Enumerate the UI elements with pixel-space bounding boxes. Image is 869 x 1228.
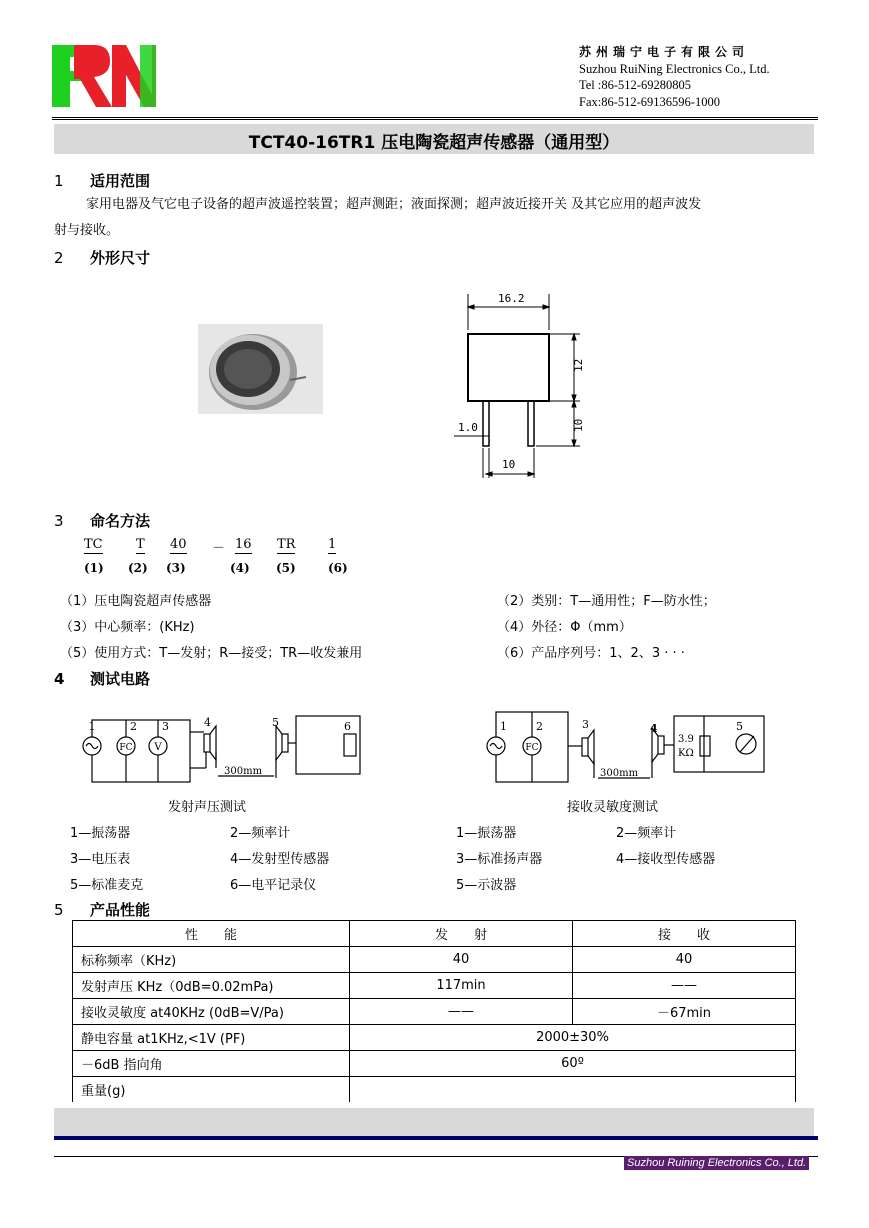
- footer-band: [54, 1108, 814, 1136]
- code-index: (2): [128, 561, 148, 575]
- table-cell: [350, 1077, 796, 1103]
- company-logo: [52, 45, 156, 107]
- company-fax: Fax:86-512-69136596-1000: [579, 94, 720, 109]
- table-header-row: [73, 921, 796, 947]
- table-header: 接 收: [573, 921, 796, 947]
- table-cell: 40: [350, 947, 573, 973]
- tx-caption: 发射声压测试: [168, 800, 247, 815]
- table-cell: 60º: [350, 1051, 796, 1077]
- section-number: 5: [54, 901, 64, 919]
- rx-fc: FC: [525, 743, 539, 753]
- section-number: 2: [54, 249, 64, 267]
- spec-table: [72, 920, 796, 1102]
- naming-desc-1: （1）压电陶瓷超声传感器: [60, 594, 212, 609]
- footer-company: Suzhou Ruining Electronics Co., Ltd.: [624, 1156, 809, 1170]
- table-header: 性 能: [73, 921, 350, 947]
- naming-desc-3: （3）中心频率：(KHz): [60, 620, 195, 635]
- rx-label-1: 1: [500, 720, 507, 733]
- tx-legend-item: 2—频率计: [230, 826, 291, 841]
- page-title: TCT40-16TR1 压电陶瓷超声传感器（通用型）: [248, 133, 620, 153]
- naming-desc-4: （4）外径：Φ（mm）: [497, 620, 632, 635]
- code-index: (5): [276, 561, 296, 575]
- code-index: (1): [84, 561, 104, 575]
- rx-label-3: 3: [582, 718, 589, 731]
- product-photo: [198, 324, 323, 414]
- naming-desc-2: （2）类别：T—通用性；F—防水性；: [497, 594, 716, 609]
- rx-legend-item: 1—振荡器: [456, 826, 517, 841]
- table-cell: ——: [350, 999, 573, 1025]
- company-info: [579, 44, 819, 110]
- rx-label-2: 2: [536, 720, 543, 733]
- section-number: 1: [54, 172, 64, 190]
- code-part-4: 16: [235, 537, 252, 552]
- rx-distance: 300mm: [600, 768, 639, 779]
- company-tel: Tel :86-512-69280805: [579, 78, 691, 92]
- tx-legend-item: 3—电压表: [70, 852, 131, 867]
- table-row: [73, 947, 796, 973]
- table-row: [73, 999, 796, 1025]
- table-row: [73, 1077, 796, 1103]
- section-1-heading: [54, 170, 150, 191]
- tx-test-circuit: [78, 708, 378, 788]
- code-part-6: 1: [328, 537, 337, 552]
- code-index: (3): [166, 561, 186, 575]
- rx-label-4: 4: [650, 722, 658, 735]
- code-index: (6): [328, 561, 348, 575]
- table-cell: 标称频率（KHz): [73, 947, 350, 973]
- tx-label-6: 6: [344, 720, 351, 733]
- dim-lead-dia: 1.0: [458, 421, 478, 434]
- table-cell: －6dB 指向角: [73, 1051, 350, 1077]
- sensor-image: [198, 324, 323, 414]
- dim-lead-length: 10: [572, 418, 585, 432]
- table-cell: 重量(g): [73, 1077, 350, 1103]
- tx-legend-item: 5—标准麦克: [70, 878, 144, 893]
- tx-legend-item: 4—发射型传感器: [230, 852, 330, 867]
- dim-width: 16.2: [498, 292, 525, 305]
- table-row: [73, 973, 796, 999]
- rx-label-5: 5: [736, 720, 743, 733]
- section-number: 3: [54, 512, 64, 530]
- tx-label-4: 4: [204, 716, 211, 729]
- rx-legend-item: 5—示波器: [456, 878, 517, 893]
- dim-pitch: 10: [502, 458, 516, 471]
- company-name-en: Suzhou RuiNing Electronics Co., Ltd.: [579, 61, 770, 76]
- rx-caption: 接收灵敏度测试: [567, 800, 659, 815]
- rx-legend-item: 3—标准扬声器: [456, 852, 543, 867]
- dim-height: 12: [572, 358, 585, 372]
- naming-code: [80, 537, 380, 581]
- table-cell: ——: [573, 973, 796, 999]
- table-cell: 117min: [350, 973, 573, 999]
- code-part-2: T: [136, 537, 145, 552]
- section-1-text-line2: 射与接收。: [54, 223, 120, 238]
- section-title: 适用范围: [90, 172, 151, 190]
- table-cell: －67min: [573, 999, 796, 1025]
- tx-distance: 300mm: [224, 766, 263, 777]
- rx-legend-item: 2—频率计: [616, 826, 677, 841]
- tx-label-5: 5: [272, 716, 279, 729]
- section-3-heading: [54, 510, 150, 531]
- code-part-1: TC: [84, 537, 103, 552]
- tx-legend-item: 1—振荡器: [70, 826, 131, 841]
- tx-label-2: 2: [130, 720, 137, 733]
- code-dash: －: [212, 541, 226, 556]
- tx-v: V: [154, 742, 162, 753]
- rx-resistor-unit: KΩ: [678, 748, 694, 759]
- table-cell: 接收灵敏度 at40KHz (0dB=V/Pa): [73, 999, 350, 1025]
- section-number: 4: [54, 670, 65, 688]
- table-cell: 静电容量 at1KHz,<1V (PF): [73, 1025, 350, 1051]
- footer-rule: [54, 1136, 818, 1140]
- header-rule: [52, 117, 818, 121]
- section-1-text-line1: 家用电器及气它电子设备的超声波遥控装置；超声测距；液面探测；超声波近接开关 及其它应用的超声波发: [86, 197, 702, 212]
- section-4-heading: [54, 668, 150, 689]
- tx-legend-item: 6—电平记录仪: [230, 878, 317, 893]
- section-2-heading: [54, 247, 150, 268]
- section-title: 测试电路: [90, 670, 151, 688]
- section-5-heading: [54, 899, 150, 920]
- table-cell: 发射声压 KHz（0dB=0.02mPa): [73, 973, 350, 999]
- code-part-3: 40: [170, 537, 187, 552]
- code-index: (4): [230, 561, 250, 575]
- code-part-5: TR: [277, 537, 296, 552]
- table-row: [73, 1051, 796, 1077]
- table-cell: 40: [573, 947, 796, 973]
- tx-fc: FC: [119, 743, 133, 753]
- rx-legend-item: 4—接收型传感器: [616, 852, 716, 867]
- section-title: 产品性能: [90, 901, 151, 919]
- rx-resistor-value: 3.9: [678, 734, 694, 745]
- tx-label-1: 1: [88, 720, 96, 733]
- company-name-cn: 苏州瑞宁电子有限公司: [579, 45, 750, 59]
- section-title: 命名方法: [90, 512, 151, 530]
- rx-test-circuit: [478, 708, 778, 788]
- table-header: 发 射: [350, 921, 573, 947]
- table-row: [73, 1025, 796, 1051]
- table-cell: 2000±30%: [350, 1025, 796, 1051]
- naming-desc-6: （6）产品序列号：1、2、3 · · ·: [497, 646, 685, 661]
- section-title: 外形尺寸: [90, 249, 151, 267]
- naming-desc-5: （5）使用方式：T—发射；R—接受；TR—收发兼用: [60, 646, 363, 661]
- tx-label-3: 3: [162, 720, 169, 733]
- dimension-drawing: [440, 288, 600, 498]
